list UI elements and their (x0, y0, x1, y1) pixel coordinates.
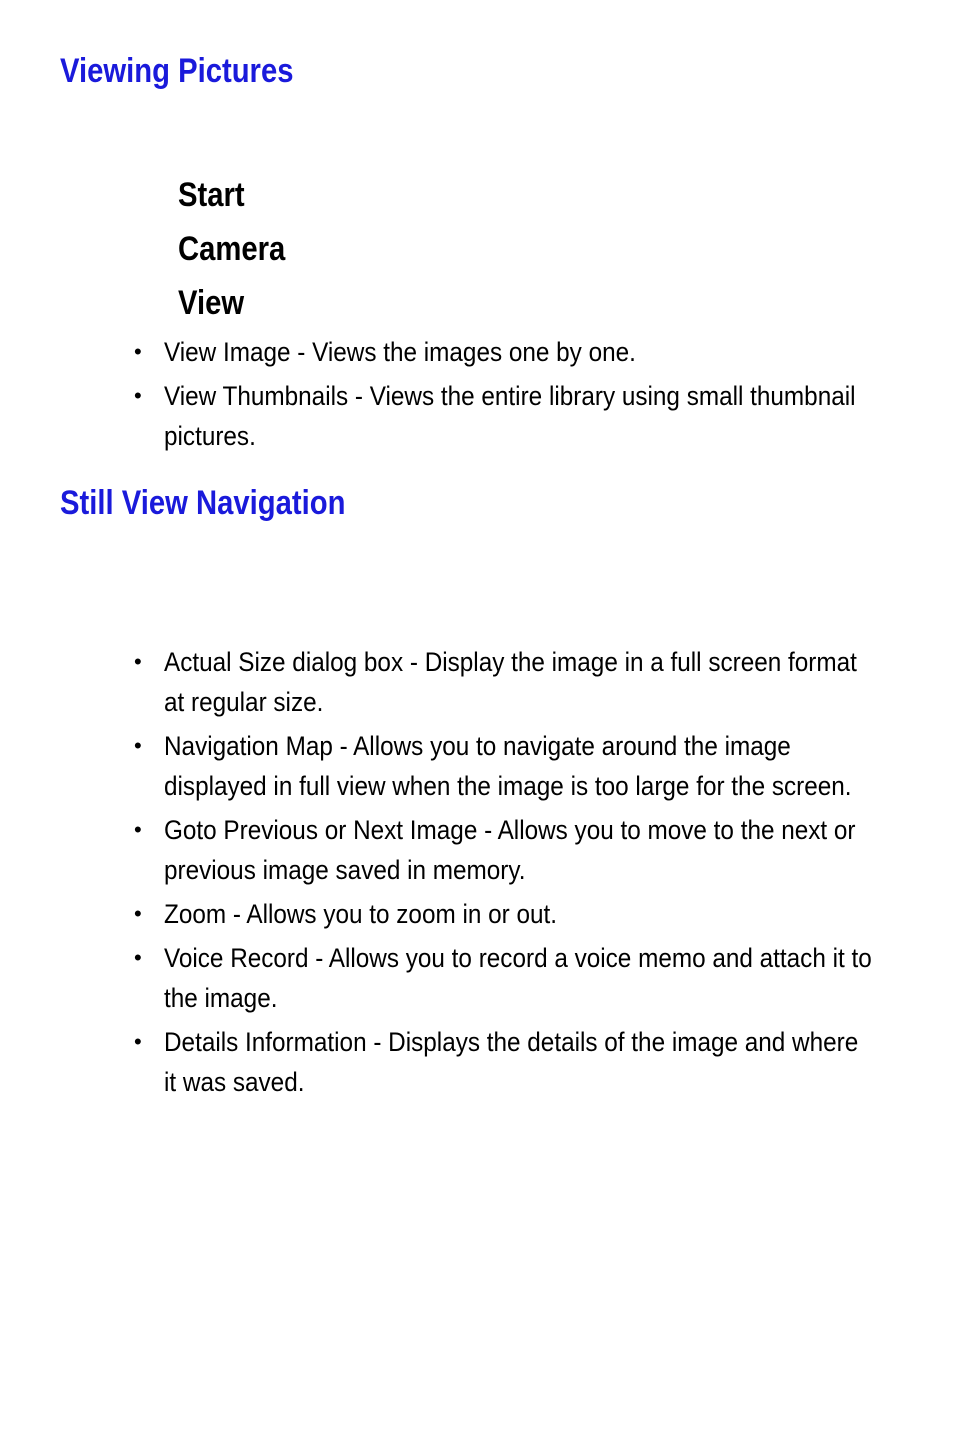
list-item: • Actual Size dialog box - Display the image in a full screen format at regular size. (134, 642, 874, 722)
list-item: • Voice Record - Allows you to record a voice memo and attach it to the image. (134, 938, 874, 1018)
list-item: • Details Information - Displays the details of the image and where it was saved. (134, 1022, 874, 1102)
bullet-icon: • (134, 817, 142, 842)
bullet-icon: • (134, 383, 142, 408)
section-title-still-view-navigation: Still View Navigation (60, 484, 346, 522)
bullet-icon: • (134, 945, 142, 970)
bullet-icon: • (134, 339, 142, 364)
bullet-icon: • (134, 1029, 142, 1054)
step-start: Start (178, 176, 245, 214)
bullet-icon: • (134, 649, 142, 674)
list-item: • View Thumbnails - Views the entire library using small thumbnail pictures. (134, 376, 874, 456)
list-item: • Goto Previous or Next Image - Allows you to move to the next or previous image saved in memory. (134, 810, 874, 890)
navigation-steps (178, 168, 303, 330)
still-view-options-list (134, 642, 874, 1106)
list-item: • View Image - Views the images one by one. (134, 332, 874, 372)
step-camera: Camera (178, 230, 286, 268)
list-item: • Zoom - Allows you to zoom in or out. (134, 894, 874, 934)
step-view: View (178, 284, 245, 322)
view-options-list (134, 332, 874, 460)
list-item: • Navigation Map - Allows you to navigate around the image displayed in full view when the image is too large for the screen. (134, 726, 874, 806)
section-title-viewing-pictures: Viewing Pictures (60, 52, 294, 90)
bullet-icon: • (134, 901, 142, 926)
bullet-icon: • (134, 733, 142, 758)
